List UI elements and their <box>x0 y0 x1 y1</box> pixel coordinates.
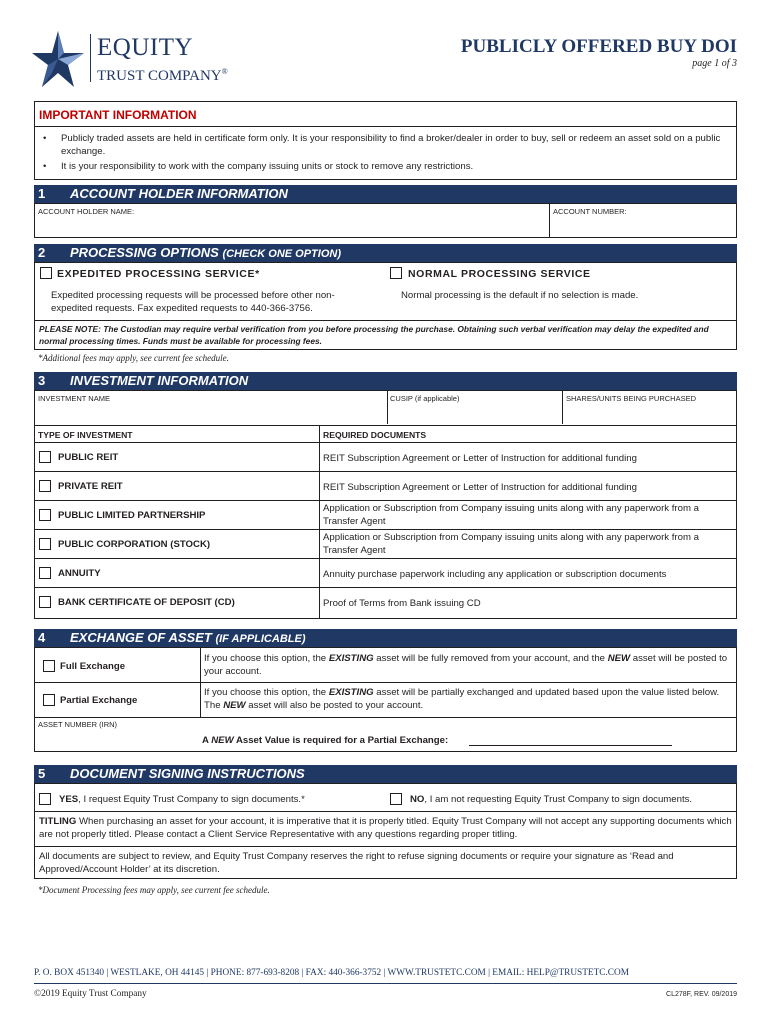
investment-type: ANNUITY <box>58 568 101 579</box>
logo-registered: ® <box>221 67 228 76</box>
annuity-checkbox[interactable] <box>39 567 51 579</box>
important-info-box <box>34 101 737 180</box>
bullet-dot: • <box>43 133 47 144</box>
new-emphasis: NEW <box>211 735 234 746</box>
text-part: Asset Value is required for a Partial Exchange: <box>233 735 449 746</box>
titling-text <box>39 815 733 841</box>
section-title: DOCUMENT SIGNING INSTRUCTIONS <box>70 766 305 781</box>
no-sign-text <box>410 793 692 806</box>
form-title: PUBLICLY OFFERED BUY DOI <box>460 36 737 57</box>
investment-type: PUBLIC LIMITED PARTNERSHIP <box>58 510 206 521</box>
star-logo-icon <box>30 27 86 91</box>
text-part: , I am not requesting Equity Trust Company to sign documents. <box>424 794 693 805</box>
text-part: asset will be posted to your account. <box>204 653 728 677</box>
row-rule <box>35 529 736 530</box>
new-asset-value-field[interactable] <box>469 734 672 746</box>
bullet-dot: • <box>43 161 47 172</box>
investment-type: PRIVATE REIT <box>58 481 123 492</box>
existing-emphasis: EXISTING <box>328 687 374 698</box>
cusip-divider <box>387 391 388 424</box>
footer-contact: P. O. BOX 451340 | WESTLAKE, OH 44145 | PHONE: 877-693-8208 | FAX: 440-366-3752 | WWW.TRUSTETC.COM | EMAIL: HELP@TRUSTETC.COM <box>34 968 629 978</box>
exchange-row-rule <box>35 682 736 683</box>
section-4-header <box>34 629 737 647</box>
private-reit-checkbox[interactable] <box>39 480 51 492</box>
bullet-2-text: It is your responsibility to work with the company issuing units or stock to remove any restrictions. <box>61 161 474 172</box>
required-docs: Proof of Terms from Bank issuing CD <box>323 598 481 609</box>
footer-form-id: CL278F, REV. 09/2019 <box>666 991 737 998</box>
bullet-1 <box>43 132 723 158</box>
row-rule <box>35 587 736 588</box>
section-number: 5 <box>38 766 46 781</box>
investment-table-head-rule <box>35 442 736 443</box>
section-number: 3 <box>38 373 46 388</box>
section-5-header <box>34 765 737 783</box>
no-bold: NO <box>410 794 425 805</box>
important-heading-rule <box>35 126 736 127</box>
required-docs: REIT Subscription Agreement or Letter of Instruction for additional funding <box>323 453 637 464</box>
section-number: 1 <box>38 186 46 201</box>
asset-number-label: ASSET NUMBER (IRN) <box>38 720 118 729</box>
cusip-field[interactable] <box>389 403 560 423</box>
footer-rule <box>34 983 737 984</box>
section-title: ACCOUNT HOLDER INFORMATION <box>70 186 288 201</box>
document-fees-note: *Document Processing fees may apply, see current fee schedule. <box>38 885 270 895</box>
footer-copyright: ©2019 Equity Trust Company <box>34 989 147 999</box>
text-part: If you choose this option, the <box>204 687 329 698</box>
expedited-text: Expedited processing requests will be processed before other non-expedited requests. Fax expedited requests to 440-366-3756. <box>51 290 335 314</box>
cusip-label: CUSIP (if applicable) <box>390 394 460 403</box>
col-type-of-investment: TYPE OF INVESTMENT <box>38 430 133 440</box>
col-required-documents: REQUIRED DOCUMENTS <box>323 430 427 440</box>
row-rule <box>35 500 736 501</box>
text-part: asset will also be posted to your account. <box>245 700 424 711</box>
text-part: asset will be partially exchanged and updated based upon the value listed below. The <box>204 687 720 711</box>
logo-trust-company <box>97 63 228 85</box>
normal-checkbox[interactable] <box>390 267 402 279</box>
logo-divider <box>90 34 91 82</box>
row-rule <box>35 471 736 472</box>
section-title: EXCHANGE OF ASSET <box>70 630 212 645</box>
section-title-note: (IF APPLICABLE) <box>215 633 306 645</box>
investment-table-top-rule <box>35 425 736 426</box>
processing-note-rule <box>35 320 736 321</box>
partial-exchange-text <box>204 686 734 712</box>
logo-trust-company-text: TRUST COMPANY <box>97 68 222 84</box>
signing-rule-1 <box>35 811 736 812</box>
processing-fees-note: *Additional fees may apply, see current fee schedule. <box>38 353 229 363</box>
new-emphasis: NEW <box>607 653 631 664</box>
full-exchange-text <box>204 652 734 678</box>
investment-type: PUBLIC REIT <box>58 452 119 463</box>
yes-sign-checkbox[interactable] <box>39 793 51 805</box>
normal-text: Normal processing is the default if no selection is made. <box>401 290 639 301</box>
new-emphasis: NEW <box>223 700 246 711</box>
processing-options-box <box>34 262 737 350</box>
text-part: If you choose this option, the <box>204 653 329 664</box>
signing-box <box>34 783 737 879</box>
yes-sign-text <box>59 793 305 806</box>
section-number: 4 <box>38 630 46 645</box>
full-exchange-label: Full Exchange <box>60 661 126 672</box>
expedited-checkbox[interactable] <box>40 267 52 279</box>
row-rule <box>35 558 736 559</box>
section-3-header <box>34 372 737 390</box>
required-docs: REIT Subscription Agreement or Letter of Instruction for additional funding <box>323 482 637 493</box>
text-part: , I request Equity Trust Company to sign documents.* <box>78 794 305 805</box>
required-docs: Application or Subscription from Company issuing units along with any paperwork from a Transfer Agent <box>323 503 699 527</box>
section-2-header <box>34 244 737 262</box>
investment-type: BANK CERTIFICATE OF DEPOSIT (CD) <box>58 597 235 608</box>
text-part: asset will be fully removed from your account, and the <box>373 653 608 664</box>
section-title: PROCESSING OPTIONS <box>70 245 219 260</box>
logo-equity: EQUITY <box>97 34 194 61</box>
review-text: All documents are subject to review, and Equity Trust Company reserves the right to refuse signing documents or require your signature as ‘Read and Approved/Account Holder’ at its discretion. <box>39 851 674 875</box>
titling-bold: TITLING <box>39 816 77 827</box>
public-reit-checkbox[interactable] <box>39 451 51 463</box>
section-title-note: (CHECK ONE OPTION) <box>222 248 341 260</box>
public-corporation-checkbox[interactable] <box>39 538 51 550</box>
investment-name-field[interactable] <box>36 403 384 423</box>
yes-bold: YES <box>59 794 79 805</box>
section-1-header <box>34 185 737 203</box>
no-sign-checkbox[interactable] <box>390 793 402 805</box>
account-holder-name-label: ACCOUNT HOLDER NAME: <box>38 207 135 216</box>
public-limited-partnership-checkbox[interactable] <box>39 509 51 521</box>
account-holder-name-field[interactable] <box>36 216 546 236</box>
shares-field[interactable] <box>564 403 735 423</box>
account-number-field[interactable] <box>551 216 735 236</box>
full-exchange-checkbox[interactable] <box>43 660 55 672</box>
existing-emphasis: EXISTING <box>328 653 374 664</box>
partial-exchange-checkbox[interactable] <box>43 694 55 706</box>
shares-label: SHARES/UNITS BEING PURCHASED <box>566 394 697 403</box>
section-number: 2 <box>38 245 46 260</box>
investment-type: PUBLIC CORPORATION (STOCK) <box>58 539 211 550</box>
investment-table-divider <box>319 425 320 618</box>
text-part: A <box>202 735 212 746</box>
investment-name-label: INVESTMENT NAME <box>38 394 110 403</box>
new-asset-value-label <box>202 735 448 746</box>
bank-cd-checkbox[interactable] <box>39 596 51 608</box>
bullet-2 <box>43 160 723 173</box>
exchange-box <box>34 647 737 752</box>
expedited-label: EXPEDITED PROCESSING SERVICE* <box>57 268 260 280</box>
exchange-asset-rule <box>35 717 736 718</box>
bullet-1-text: Publicly traded assets are held in certificate form only. It is your responsibility to find a broker/dealer in order to buy, sell or redeem an asset sold on a public exchange. <box>61 133 721 157</box>
partial-exchange-label: Partial Exchange <box>60 695 138 706</box>
normal-label: NORMAL PROCESSING SERVICE <box>408 268 591 280</box>
processing-note: PLEASE NOTE: The Custodian may require verbal verification from you before processing the purchase. Obtaining such verbal verification may delay the expedited and normal processing times. Funds must be available for processing fees. <box>39 324 709 346</box>
account-divider <box>549 204 550 237</box>
account-number-label: ACCOUNT NUMBER: <box>553 207 627 216</box>
required-docs: Annuity purchase paperwork including any application or subscription documents <box>323 569 667 580</box>
investment-info-box <box>34 390 737 619</box>
important-heading: IMPORTANT INFORMATION <box>39 108 197 122</box>
account-holder-box <box>34 203 737 238</box>
signing-rule-2 <box>35 846 736 847</box>
required-docs: Application or Subscription from Company issuing units along with any paperwork from a Transfer Agent <box>323 532 699 556</box>
shares-divider <box>562 391 563 424</box>
page-number: page 1 of 3 <box>692 58 737 69</box>
text-part: When purchasing an asset for your account, it is imperative that it is properly titled. Equity Trust Company will not accept any supporting documents which are not properly titled. Please contact a Client Service Representative with any questions regarding proper titling. <box>39 816 732 840</box>
section-title: INVESTMENT INFORMATION <box>70 373 249 388</box>
